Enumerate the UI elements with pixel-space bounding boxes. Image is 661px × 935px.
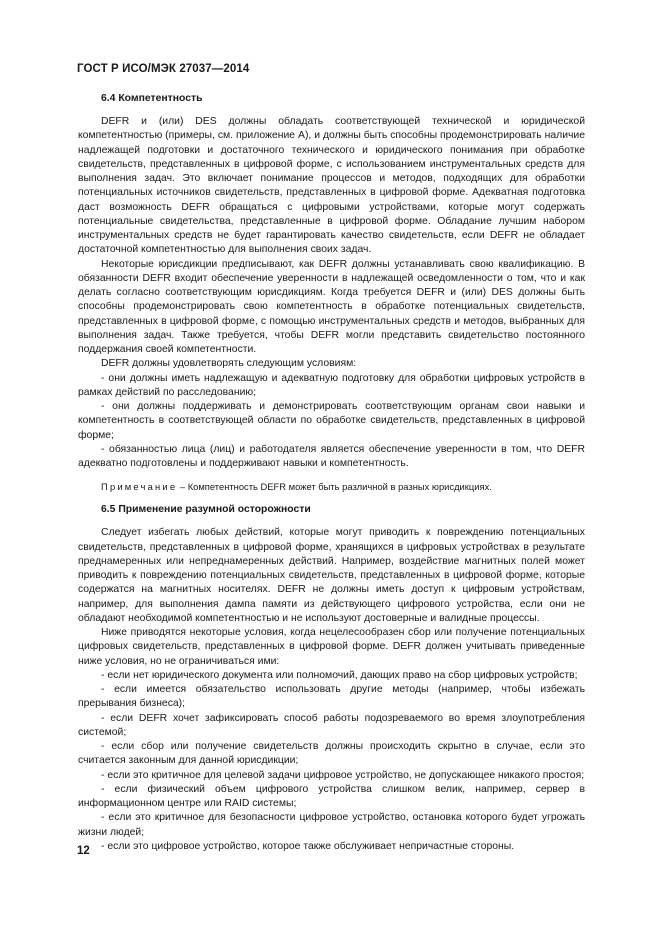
list-item: - они должны иметь надлежащую и адекватную подготовку для обработки цифровых устройств в рамках действий по расследованию;: [78, 372, 585, 398]
list-item: - если это критичное для безопасности цифровое устройство, остановка которого будет угрожать жизни людей;: [78, 812, 585, 838]
paragraph: DEFR должны удовлетворять следующим условиям:: [101, 358, 357, 370]
note: [78, 480, 585, 493]
document-header: ГОСТ Р ИСО/МЭК 27037—2014: [77, 63, 250, 75]
list-item: - если это критичное для целевой задачи цифровое устройство, не допускающее никакого простоя;: [101, 769, 585, 781]
paragraph: Ниже приводятся некоторые условия, когда нецелесообразен сбор или получение потенциальных цифровых свидетельств, представленных в цифровой форме. DEFR должен учитывать приведенные ниже условия, но не ограничиваться ими:: [78, 627, 585, 667]
section-heading-competence: 6.4 Компетентность: [101, 93, 203, 104]
note-label: Примечание: [101, 481, 178, 493]
section-heading-due-care: 6.5 Применение разумной осторожности: [101, 504, 311, 516]
paragraph: Некоторые юрисдикции предписывают, как DEFR должны устанавливать свою квалификацию. В обязанности DEFR входит обеспечение уверенности в надлежащей осведомленности о том, что и как делать согласно соответствующим юрисдикциям. Когда требуется DEFR и (или) DES должны быть способны продемонстрировать свою компетентность в обработке потенциальных свидетельств, представленных в цифровой форме, с помощью инструментальных средств и методов, выбранных для выполнения задач. Также требуется, чтобы DEFR могли представить свидетельство постоянного поддержания своей компетентности.: [78, 258, 585, 355]
list-item: - они должны поддерживать и демонстрировать соответствующим органам свои навыки и компетентность в соответствующей области по обработке свидетельств, представленных в цифровой форме;: [78, 401, 585, 441]
list-item: - если сбор или получение свидетельств должны происходить скрытно в случае, если это считается законным для данной юрисдикции;: [78, 741, 585, 767]
list-item: - если физический объем цифрового устройства слишком велик, например, сервер в информационном центре или RAID системы;: [78, 783, 585, 809]
page-number: 12: [77, 845, 90, 857]
list-item: - если нет юридического документа или полномочий, дающих право на сбор цифровых устройств;: [101, 669, 578, 681]
list-item: - если DEFR хочет зафиксировать способ работы подозреваемого во время злоупотребления системой;: [78, 712, 585, 738]
paragraph: DEFR и (или) DES должны обладать соответствующей технической и юридической компетентностью (примеры, см. приложение А), и должны быть способны продемонстрировать наличие надлежащей подготовки и достаточного технического и юридического понимания при обработке свидетельств, представленных в цифровой форме, с использованием инструментальных средств для выполнения задач. Это включает понимание процессов и методов, подходящих для обработки потенциальных источников свидетельств, представленных в цифровой форме. Адекватная подготовка даст возможность DEFR обращаться с цифровыми устройствами, которые могут содержать потенциальные свидетельства, представленные в цифровой форме. Обладание лучшим набором инструментальных средств не будет гарантировать качество свидетельств, если DEFR не обладает достаточной компетентностью для выполнения своих задач.: [78, 116, 585, 256]
note-text: – Компетентность DEFR может быть различной в разных юрисдикциях.: [177, 481, 492, 493]
list-item: - обязанностью лица (лиц) и работодателя является обеспечение уверенности в том, что DEFR адекватно подготовлены и поддерживают навыки и компетентность.: [78, 443, 585, 469]
paragraph: Следует избегать любых действий, которые могут приводить к повреждению потенциальных свидетельств, представленных в цифровой форме, хранящихся в цифровых устройствах в результате преднамеренных или непреднамеренных действий. Например, воздействие магнитных полей может приводить к повреждению потенциальных свидетельств, представленных в цифровой форме, которые содержатся на магнитных носителях. DEFR не должны иметь доступ к цифровым устройствам, например, для выполнения дампа памяти из действующего цифрового устройства, если они не обладают необходимой компетентностью и не используют достоверные и валидные процессы.: [78, 527, 585, 624]
page-content: [78, 92, 585, 854]
list-item: - если это цифровое устройство, которое также обслуживает непричастные стороны.: [101, 840, 515, 852]
list-item: - если имеется обязательство использовать другие методы (например, чтобы избежать прерывания бизнеса);: [78, 684, 585, 710]
